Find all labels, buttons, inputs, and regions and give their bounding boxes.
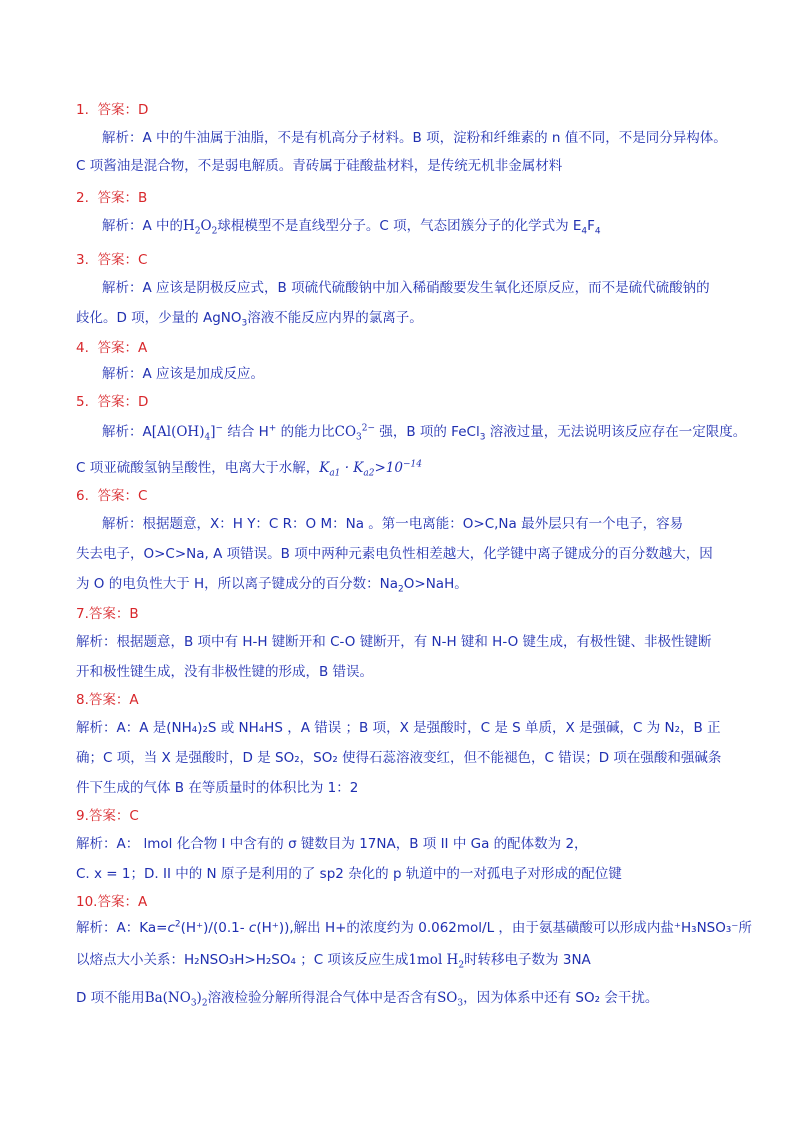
explanation-line: 解析：A：$Ka=c^2(H^+)/(0.1-$ c(H⁺)),解出 H+的浓度约为 0.062mol/L ，由于氨基磺酸可以形成内盐⁺H₃NSO₃⁻所 xyxy=(76,919,752,936)
text-segment: 为 O 的电负性大于 H，所以离子键成分的百分数：Na xyxy=(76,576,399,592)
text-segment: (H⁺)),解出 H+的浓度约为 0.062mol/L ，由于氨基磺酸可以形成内盐⁺H₃NSO₃⁻所 xyxy=(256,920,752,936)
answer-label: 答案：C xyxy=(97,488,148,504)
explanation-line: C 项酱油是混合物，不是弱电解质。青砖属于硅酸盐材料，是传统无机非金属材料 xyxy=(76,158,563,174)
answer-header-8 xyxy=(76,690,139,710)
text-segment: 球棍模型不是直线型分子。C 项，气态团簇分子的化学式为 E xyxy=(217,218,582,234)
answer-header-6 xyxy=(76,486,147,506)
text-segment: (H⁺)/(0.1- xyxy=(180,920,249,936)
answer-label: 答案：B xyxy=(97,190,148,206)
explanation-line: 失去电子，O>C>Na, A 项错误。B 项中两种元素电负性相差越大，化学键中离子键成分的百分数越大，因 xyxy=(76,546,713,562)
answer-header-7 xyxy=(76,604,139,624)
answer-header-10 xyxy=(76,892,147,912)
text-segment: 解析：A 中的 xyxy=(102,218,184,234)
answer-header-9 xyxy=(76,806,139,826)
item-number: 6. xyxy=(76,488,89,504)
text-segment: O>NaH。 xyxy=(403,576,468,592)
formula-aloh4: $[Al(OH)_4]^-$ xyxy=(151,423,224,443)
explanation-line: 件下生成的气体 B 在等质量时的体积比为 1：2 xyxy=(76,780,359,796)
item-number: 10. xyxy=(76,894,98,910)
formula-so3: $SO_3$ xyxy=(437,990,464,1009)
explanation-line: C. x = 1；D. II 中的 N 原子是利用的了 sp2 杂化的 p 轨道中的一对孤电子对形成的配位键 xyxy=(76,866,622,882)
answer-header-1 xyxy=(76,100,148,120)
item-number: 7. xyxy=(76,606,89,622)
text-segment: 以熔点大小关系：H₂NSO₃H>H₂SO₄ ；C 项该反应生成 xyxy=(76,952,409,968)
formula-ka: $K_{a1} \cdot K_{a2}>10^{-14}$ xyxy=(319,459,422,479)
text-segment: 时转移电子数为 3NA xyxy=(464,952,591,968)
answer-header-4 xyxy=(76,338,147,358)
explanation-line: 歧化。D 项，少量的 AgNO$_3$溶液不能反应内界的氯离子。 xyxy=(76,310,423,329)
answer-header-5 xyxy=(76,392,148,412)
answer-label: 答案：A xyxy=(97,340,148,356)
item-number: 8. xyxy=(76,692,89,708)
explanation-line: 解析：A 应该是加成反应。 xyxy=(102,366,265,382)
text-segment: 溶液过量，无法说明该反应存在一定限度。 xyxy=(485,424,747,440)
answer-label: 答案：A xyxy=(97,894,148,910)
text-segment: 溶液检验分解所得混合气体中是否含有 xyxy=(207,990,438,1006)
explanation-line: 解析：根据题意，B 项中有 H-H 键断开和 C-O 键断开，有 N-H 键和 H-O 键生成，有极性键、非极性键断 xyxy=(76,634,712,650)
text-segment: 溶液不能反应内界的氯离子。 xyxy=(247,310,423,326)
explanation-line xyxy=(76,458,422,478)
text-segment: D 项不能用 xyxy=(76,990,145,1006)
explanation-line: 解析：A：A 是(NH₄)₂S 或 NH₄HS ，A 错误 ；B 项，X 是强酸时，C 是 S 单质，X 是强碱，C 为 N₂，B 正 xyxy=(76,720,721,736)
answer-label: 答案：C xyxy=(88,808,139,824)
text-segment: 强，B 项的 FeCl xyxy=(375,424,480,440)
text-segment: C 项亚硫酸氢钠呈酸性，电离大于水解， xyxy=(76,460,320,476)
answer-label: 答案：C xyxy=(97,252,148,268)
answer-label: 答案：D xyxy=(97,394,149,410)
explanation-line: 为 O 的电负性大于 H，所以离子键成分的百分数：$Na_2O>NaH$。 xyxy=(76,576,468,595)
formula-h2o2: $H_2O_2$ xyxy=(183,218,218,237)
item-number: 9. xyxy=(76,808,89,824)
text-segment: ，因为体系中还有 SO₂ 会干扰。 xyxy=(463,990,659,1006)
explanation-line: 开和极性键生成，没有非极性键的形成，B 错误。 xyxy=(76,664,374,680)
item-number: 2. xyxy=(76,190,89,206)
formula-bano32: $Ba(NO_3)_2$ xyxy=(144,990,208,1009)
answer-label: 答案：B xyxy=(88,606,139,622)
text-segment: 歧化。D 项，少量的 AgNO xyxy=(76,310,242,326)
item-number: 5. xyxy=(76,394,89,410)
text-segment: 的能力比 xyxy=(276,424,335,440)
text-segment: 解析：A xyxy=(102,424,152,440)
item-number: 1. xyxy=(76,102,89,118)
explanation-line: 解析：A 中的牛油属于油脂，不是有机高分子材料。B 项，淀粉和纤维素的 n 值不同，不是同分异构体。 xyxy=(102,130,727,146)
explanation-line: 解析：根据题意，X：H Y：C R：O M：Na 。第一电离能：O>C,Na 最外层只有一个电子，容易 xyxy=(102,516,684,532)
explanation-line xyxy=(76,988,658,1008)
formula-1molh2: 1mol $H_2$ xyxy=(408,952,465,971)
text-segment: 解析：A：Ka= xyxy=(76,920,168,936)
answer-header-3 xyxy=(76,250,147,270)
answer-label: 答案：A xyxy=(88,692,139,708)
answer-header-2 xyxy=(76,188,147,208)
explanation-line: 解析：$A[Al(OH)_4]^-$ 结合 H+ 的能力比$CO_3^{2-}$ 强，B 项的 FeCl$_3$ 溶液过量，无法说明该反应存在一定限度。 xyxy=(102,423,747,443)
item-number: 3. xyxy=(76,252,89,268)
explanation-line: 解析：A 应该是阴极反应式，B 项硫代硫酸钠中加入稀硝酸要发生氧化还原反应，而不是硫代硫酸钠的 xyxy=(102,280,710,296)
item-number: 4. xyxy=(76,340,89,356)
answer-label: 答案：D xyxy=(97,102,149,118)
explanation-line xyxy=(76,950,591,970)
explanation-line: 解析：A： lmol 化合物 I 中含有的 σ 键数目为 17NA，B 项 II 中 Ga 的配体数为 2， xyxy=(76,836,588,852)
explanation-line: 解析：A 中的$H_2O_2$球棍模型不是直线型分子。C 项，气态团簇分子的化学式为 $E_4F_4$ xyxy=(102,218,601,237)
formula-co3: $CO_3^{2-}$ xyxy=(334,423,376,443)
text-segment: 结合 H xyxy=(227,424,269,440)
explanation-line: 确；C 项，当 X 是强酸时，D 是 SO₂，SO₂ 使得石蕊溶液变红，但不能褪色，C 错误；D 项在强酸和强碱条 xyxy=(76,750,722,766)
